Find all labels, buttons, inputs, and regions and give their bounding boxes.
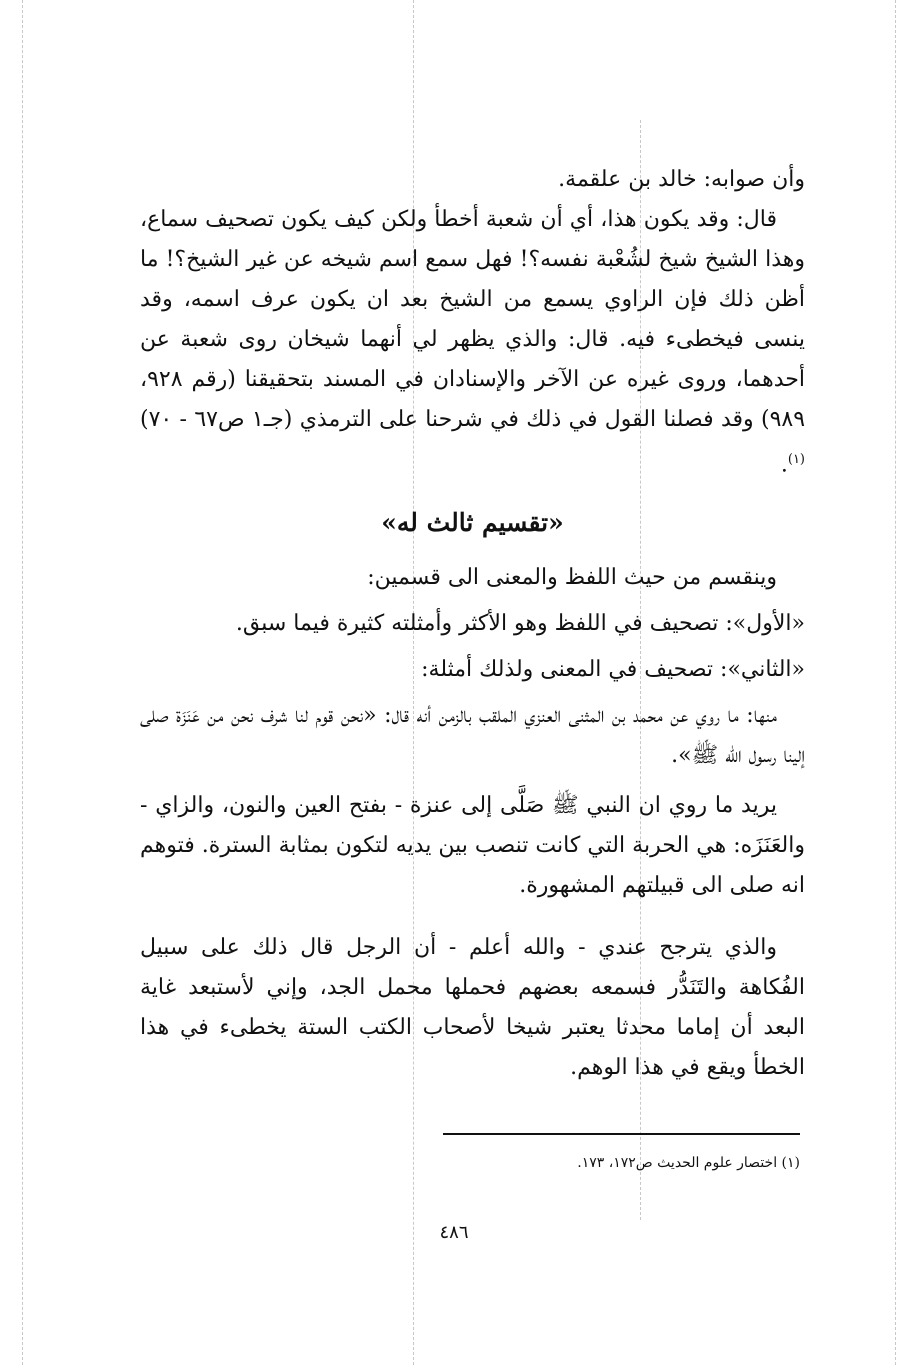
scan-margin-line-right (895, 0, 896, 1365)
paragraph-6: منها: ما روي عن محمد بن المثنى العنزي الملقب بالزمن أنه قال: «نحن قوم لنا شرف نحن من عَنَزَة صلى إلينا رسول الله ﷺ». (140, 703, 805, 768)
main-text-lower (140, 558, 805, 1088)
paragraph-8: والذي يترجح عندي - والله أعلم - أن الرجل قال ذلك على سبيل الفُكاهة والتَنَدُّر فسمعه بعضهم فحملها محمل الجد، وإني لأستبعد غاية البعد أن إماما محدثا يعتبر شيخا لأصحاب الكتب الستة يخطىء في هذا الخطأ ويقع في هذا الوهم. (140, 935, 805, 1080)
scan-margin-line (22, 0, 23, 1365)
main-text-upper (140, 160, 805, 485)
paragraph-3: وينقسم من حيث اللفظ والمعنى الى قسمين: (367, 565, 777, 590)
paragraph-7: يريد ما روي ان النبي ﷺ صَلَّى إلى عنزة - بفتح العين والنون، والزاي - والعَنَزَه: هي الحربة التي كانت تنصب بين يديه لتكون بمثابة السترة. فتوهم انه صلى الى قبيلتهم المشهورة. (140, 793, 805, 898)
paragraph-2-text: قال: وقد يكون هذا، أي أن شعبة أخطأ ولكن كيف يكون تصحيف سماع، وهذا الشيخ شيخ لشُعْبة نفسه؟! فهل سمع اسم شيخه عن غير الشيخ؟! ما أظن ذلك فإن الراوي يسمع من الشيخ بعد ان يكون عرف اسمه، وقد ينسى فيخطىء فيه. قال: والذي يظهر لي أنهما شيخان روى شعبة عن أحدهما، وروى غيره عن الآخر والإسنادان في المسند بتحقيقنا (رقم ٩٢٨، ٩٨٩) وقد فصلنا القول في ذلك في شرحنا على الترمذي (جـ١ ص٦٧ - ٧٠) (140, 207, 806, 432)
footnote-ref: (١) (787, 452, 805, 467)
paragraph-4: «الأول»: تصحيف في اللفظ وهو الأكثر وأمثلته كثيرة فيما سبق. (235, 611, 805, 636)
paragraph-2: قال: وقد يكون هذا، أي أن شعبة أخطأ ولكن كيف يكون تصحيف سماع، وهذا الشيخ شيخ لشُعْبة نفسه؟! فهل سمع اسم شيخه عن غير الشيخ؟! ما أظن ذلك فإن الراوي يسمع من الشيخ بعد ان يكون عرف اسمه، وقد ينسى فيخطىء فيه. قال: والذي يظهر لي أنهما شيخان روى شعبة عن أحدهما، وروى غيره عن الآخر والإسنادان في المسند بتحقيقنا (رقم ٩٢٨، ٩٨٩) وقد فصلنا القول في ذلك في شرحنا على الترمذي (جـ١ ص٦٧ - ٧٠)$^{(١)}$. (140, 207, 806, 478)
paragraph-5: «الثاني»: تصحيف في المعنى ولذلك أمثلة: (421, 657, 805, 682)
footnote-divider (443, 1133, 800, 1135)
section-heading: «تقسيم ثالث له» (381, 508, 564, 537)
paragraph-gap (140, 906, 805, 928)
page-number: ٤٨٦ (439, 1222, 469, 1243)
footnote: (١) اختصار علوم الحديث ص١٧٢، ١٧٣. (577, 1155, 800, 1171)
paragraph-1: وأن صوابه: خالد بن علقمة. (558, 167, 805, 192)
